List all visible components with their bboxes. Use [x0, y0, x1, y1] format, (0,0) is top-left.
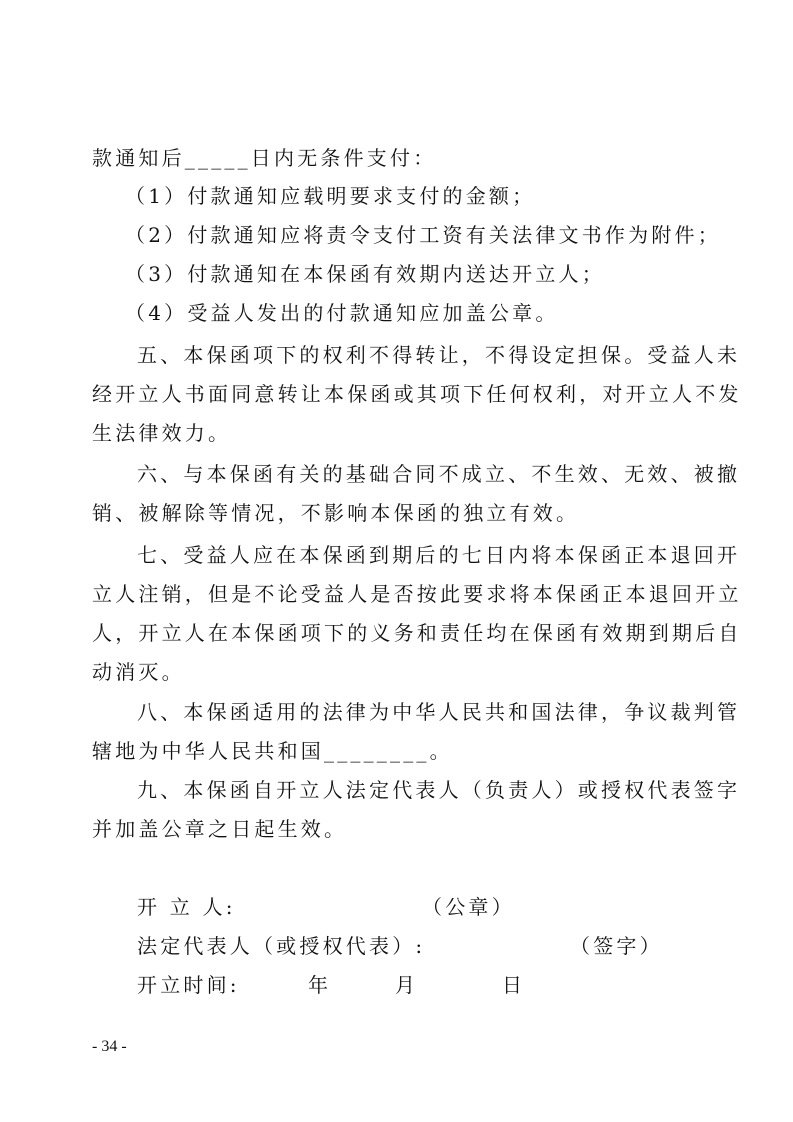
text-line: 人，开立人在本保函项下的义务和责任均在保函有效期到期后自 [92, 621, 742, 645]
text-line: 经开立人书面同意转让本保函或其项下任何权利，对开立人不发 [92, 382, 742, 406]
text-line: 款通知后_____日内无条件支付： [92, 146, 437, 170]
issuer-seal: （公章） [422, 895, 515, 919]
page-number: - 34 - [92, 1038, 127, 1055]
text-line: 六、与本保函有关的基础合同不成立、不生效、无效、被撤 [137, 462, 741, 486]
text-line: （2）付款通知应将责令支付工资有关法律文书作为附件； [125, 223, 721, 247]
text-line: 销、被解除等情况，不影响本保函的独立有效。 [92, 501, 580, 525]
text-line: （4）受益人发出的付款通知应加盖公章。 [125, 301, 559, 325]
rep-label: 法定代表人（或授权代表）: [137, 934, 426, 958]
day-label: 日 [502, 973, 526, 997]
text-line: 五、本保函项下的权利不得转让，不得设定担保。受益人未 [137, 343, 741, 367]
text-line: （1）付款通知应载明要求支付的金额； [125, 184, 536, 208]
text-line: 八、本保函适用的法律为中华人民共和国法律，争议裁判管 [137, 700, 741, 724]
month-label: 月 [395, 973, 419, 997]
text-line: 动消灭。 [92, 660, 185, 684]
text-line: （3）付款通知在本保函有效期内送达开立人； [125, 262, 605, 286]
text-line: 并加盖公章之日起生效。 [92, 817, 348, 841]
text-line: 立人注销，但是不论受益人是否按此要求将本保函正本退回开立 [92, 582, 742, 606]
time-label: 开立时间: [137, 973, 240, 997]
issuer-label: 开 立 人: [137, 895, 236, 919]
text-line: 辖地为中华人民共和国________。 [92, 739, 453, 763]
text-line: 九、本保函自开立人法定代表人（负责人）或授权代表签字 [137, 778, 741, 802]
year-label: 年 [308, 973, 332, 997]
text-line: 生法律效力。 [92, 421, 232, 445]
text-line: 七、受益人应在本保函到期后的七日内将本保函正本退回开 [137, 543, 741, 567]
rep-sign: （签字） [570, 934, 663, 958]
